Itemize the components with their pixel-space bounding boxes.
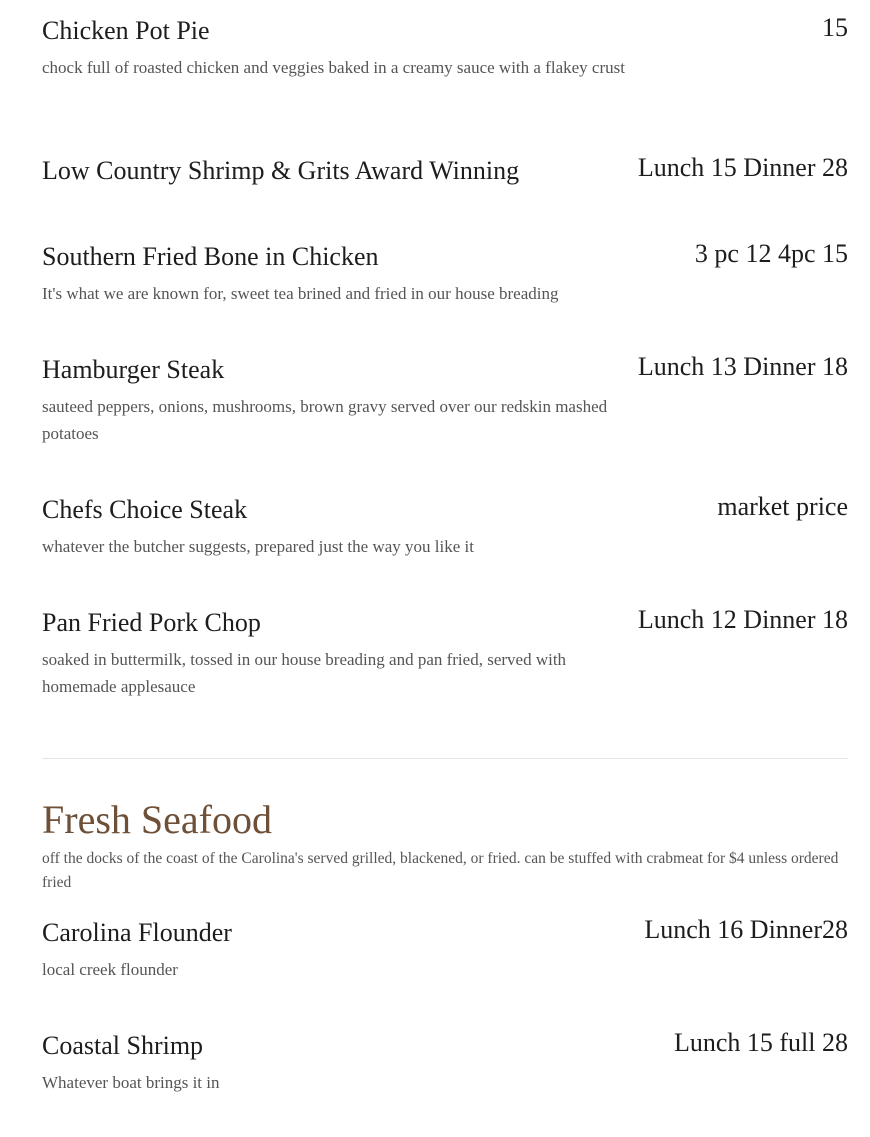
item-description: soaked in buttermilk, tossed in our house breading and pan fried, served with homemade applesauce [42,650,567,696]
item-price: Lunch 15 full 28 [673,1028,848,1057]
item-description: Whatever boat brings it in [42,1073,220,1092]
item-price: Lunch 12 Dinner 18 [637,605,848,634]
menu-item-carolina-flounder [42,915,848,983]
item-description: sauteed peppers, onions, mushrooms, brown gravy served over our redskin mashed potatoes [42,397,608,443]
menu-item-chefs-choice-steak [42,492,848,560]
section-description: off the docks of the coast of the Carolina's served grilled, blackened, or fried. can be stuffed with crabmeat for $4 unless ordered fried [42,850,839,891]
menu-item-shrimp-grits [42,153,848,186]
section-header-seafood [42,798,848,895]
item-name: Chefs Choice Steak [42,495,248,524]
section-title: Fresh Seafood [42,797,272,842]
item-price: Lunch 13 Dinner 18 [637,352,848,381]
item-name: Southern Fried Bone in Chicken [42,242,379,271]
item-description: chock full of roasted chicken and veggies baked in a creamy sauce with a flakey crust [42,58,625,77]
item-description: It's what we are known for, sweet tea brined and fried in our house breading [42,284,559,303]
menu-item-chicken-pot-pie [42,13,848,81]
item-name: Carolina Flounder [42,918,232,947]
item-name: Chicken Pot Pie [42,16,210,45]
item-name: Low Country Shrimp & Grits Award Winning [42,156,520,185]
section-divider [42,758,848,759]
item-price: 3 pc 12 4pc 15 [694,239,848,268]
item-price: 15 [822,13,848,42]
item-price: Lunch 15 Dinner 28 [637,153,848,182]
menu-item-pork-chop [42,605,848,700]
menu-item-coastal-shrimp [42,1028,848,1096]
item-name: Coastal Shrimp [42,1031,204,1060]
item-price: market price [717,492,848,521]
item-description: whatever the butcher suggests, prepared just the way you like it [42,537,474,556]
item-price: Lunch 16 Dinner28 [644,915,848,944]
item-description: local creek flounder [42,960,178,979]
menu-item-hamburger-steak [42,352,848,447]
item-name: Pan Fried Pork Chop [42,608,261,637]
menu-item-fried-chicken [42,239,848,307]
item-name: Hamburger Steak [42,355,225,384]
